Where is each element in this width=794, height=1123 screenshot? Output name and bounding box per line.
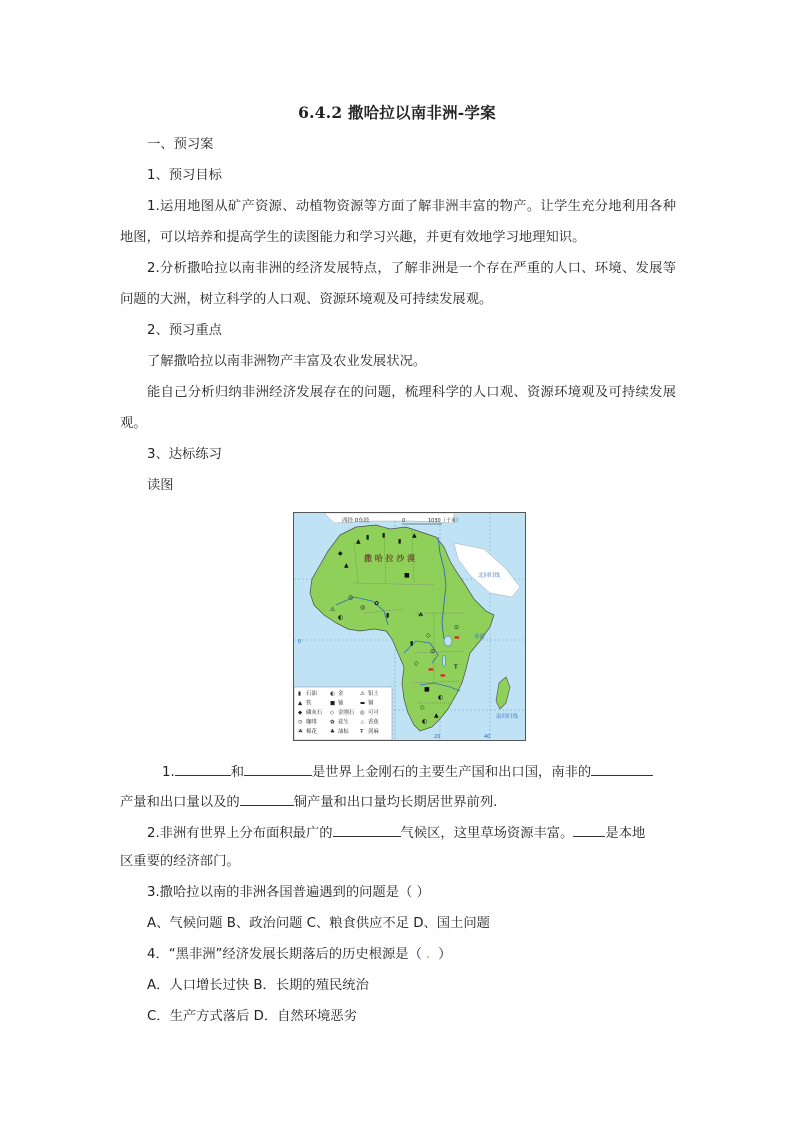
legend-label: 油棕: [338, 729, 349, 735]
symbol-coffee: ⊙: [454, 624, 460, 631]
lake-victoria: [444, 636, 452, 646]
q1-blank-2[interactable]: [244, 761, 312, 776]
lat-zero-label: 0: [298, 639, 302, 645]
q2-text-mid: 气候区，这里草场资源丰富。: [400, 826, 574, 841]
symbol-cocoa: ◎: [348, 594, 354, 601]
q1-blank-3[interactable]: [591, 761, 653, 776]
symbol-oil: ▮: [398, 538, 402, 545]
question-4-options-1: A．人口增长过快 B．长期的殖民统治: [147, 978, 369, 993]
west-east-label: 西经 0东经: [342, 518, 370, 524]
legend-symbol: ♣: [330, 729, 335, 735]
legend-symbol: ◐: [330, 691, 335, 697]
symbol-sisal: Ŧ: [454, 664, 458, 671]
q2-blank-2[interactable]: [573, 822, 605, 837]
legend-label: 咖啡: [306, 719, 317, 726]
q1-text-main: 是世界上金刚石的主要生产国和出口国，南非的: [311, 765, 592, 780]
legend-label: 金: [338, 691, 344, 697]
symbol-diamond: ◇: [414, 660, 419, 667]
q2-text-end: 是本地: [605, 826, 646, 841]
symbol-oil: ▮: [386, 612, 390, 619]
practice-heading: 3、达标练习: [147, 447, 222, 462]
legend-label: 铜: [368, 700, 374, 707]
symbol-gold: ◐: [438, 694, 444, 701]
symbol-oil: ▮: [366, 534, 370, 541]
lon-20-label: 20: [434, 734, 441, 740]
symbol-diamond: ◇: [426, 632, 431, 639]
legend-symbol: ◇: [330, 710, 335, 716]
symbol-cotton: ☘: [418, 612, 424, 619]
legend-symbol: ◆: [298, 710, 303, 716]
symbol-iron: ▲: [344, 562, 349, 569]
key-points-heading: 2、预习重点: [147, 323, 222, 338]
africa-resource-map: [293, 512, 526, 741]
legend-label: 棉花: [306, 729, 317, 735]
question-1-line-1: [162, 761, 653, 783]
equator-label: 赤道: [474, 634, 486, 640]
symbol-uranium: ■: [424, 686, 430, 693]
symbol-uranium: ■: [404, 572, 410, 579]
section-preview-heading: 一、预习案: [147, 137, 214, 152]
key-point-1: 了解撒哈拉以南非洲物产丰富及农业发展状况。: [147, 354, 427, 369]
legend-symbol: ☘: [298, 729, 303, 735]
legend-label: 剑麻: [368, 729, 379, 735]
symbol-gold: ◐: [338, 614, 344, 621]
symbol-copper: ▬: [428, 666, 434, 673]
q1-number: 1.: [162, 765, 175, 780]
q4-text: 4．“黑非洲”经济发展长期落后的历史根源是（: [147, 947, 422, 962]
question-2-line-1: [147, 822, 645, 844]
legend-label: 铁: [306, 700, 312, 707]
question-4-options-2: C．生产方式落后 D．自然环境恶劣: [147, 1009, 357, 1024]
q1-text-and: 和: [230, 765, 244, 780]
symbol-diamond: ◇: [420, 704, 425, 711]
q4-text-close: ）: [433, 947, 452, 962]
question-3: 3.撒哈拉以南的非洲各国普遍遇到的问题是（ ）: [147, 885, 430, 900]
tropic-cancer-label: 北回归线: [478, 573, 501, 579]
legend-symbol: ▮: [298, 691, 301, 697]
legend-symbol: ⚠: [360, 691, 365, 697]
africa-map-svg: [294, 513, 525, 740]
symbol-copper: ▬: [440, 672, 446, 679]
legend-label: 花生: [338, 719, 349, 726]
legend-label: 铝土: [368, 691, 379, 697]
symbol-oil: ▮: [382, 532, 386, 539]
legend-label: 香蕉: [368, 719, 379, 726]
symbol-iron: ▲: [434, 712, 439, 719]
q2-text-start: 2.非洲有世界上分布面积最广的: [147, 826, 333, 841]
legend-symbol: Ŧ: [360, 729, 364, 735]
lon-40-label: 40: [484, 734, 491, 740]
symbol-coffee: ⊙: [430, 648, 436, 655]
key-point-2: 能自己分析归纳非洲经济发展存在的问题，梳理科学的人口观、资源环境观及可持续发展观。: [120, 385, 676, 431]
tropic-capricorn-label: 南回归线: [496, 714, 519, 720]
symbol-oil: ▮: [410, 640, 414, 647]
legend-symbol: ▬: [360, 700, 366, 707]
objective-2: 2.分析撒哈拉以南非洲的经济发展特点，了解非洲是一个存在严重的人口、环境、发展等问题的大洲，树立科学的人口观、资源环境观及可持续发展观。: [120, 261, 676, 307]
legend-symbol: ♨: [360, 719, 365, 726]
legend-label: 金刚石: [338, 710, 355, 716]
symbol-copper: ▬: [454, 634, 460, 641]
objective-1: 1.运用地图从矿产资源、动植物资源等方面了解非洲丰富的物产。让学生充分地利用各种地图，可以培养和提高学生的读图能力和学习兴趣，并更有效地学习地理知识。: [120, 199, 676, 245]
symbol-gold: ◐: [422, 718, 428, 725]
q1-blank-4[interactable]: [240, 791, 294, 806]
legend-symbol: ⊙: [298, 719, 303, 726]
legend-symbol: ▲: [298, 700, 303, 707]
legend-label: 铀: [338, 700, 344, 707]
symbol-iron: ▲: [412, 532, 417, 539]
q2-blank-1[interactable]: [333, 822, 401, 837]
q1-blank-1[interactable]: [175, 761, 231, 776]
q4-answer-mark: .: [425, 947, 430, 962]
legend-symbol: ✿: [330, 719, 335, 726]
read-map-label: 读图: [147, 478, 174, 493]
question-4: [147, 945, 451, 965]
legend-symbol: ■: [330, 700, 336, 707]
legend-label: 石油: [306, 691, 317, 697]
sahara-label: 撒 哈 拉 沙 漠: [364, 554, 416, 563]
scale-km-label: 1030（千米）: [428, 518, 461, 524]
legend-label: 磷灰石: [306, 710, 323, 716]
legend-label: 可可: [368, 710, 379, 716]
question-3-options: A、气候问题 B、政治问题 C、粮食供应不足 D、国土问题: [147, 916, 490, 931]
question-1-line-2: [120, 791, 497, 813]
document-title: 6.4.2 撒哈拉以南非洲-学案: [298, 103, 496, 122]
q1-text-output: 产量和出口量以及的: [120, 795, 240, 810]
legend-symbol: ◎: [360, 710, 365, 716]
question-2-line-2: 区重要的经济部门。: [120, 854, 240, 869]
symbol-cocoa: ◎: [360, 604, 366, 611]
symbol-peanut: ✿: [374, 600, 380, 607]
symbol-iron: ▲: [356, 538, 361, 545]
lake-tanganyika: [443, 655, 446, 667]
symbol-phosphate: ◆: [338, 550, 343, 557]
symbol-bauxite: ⚠: [330, 606, 336, 613]
map-legend: [298, 689, 379, 735]
q1-text-copper: 铜产量和出口量均长期居世界前列.: [293, 795, 498, 810]
objectives-heading: 1、预习目标: [147, 168, 222, 183]
scale-zero-label: 0: [402, 518, 406, 524]
